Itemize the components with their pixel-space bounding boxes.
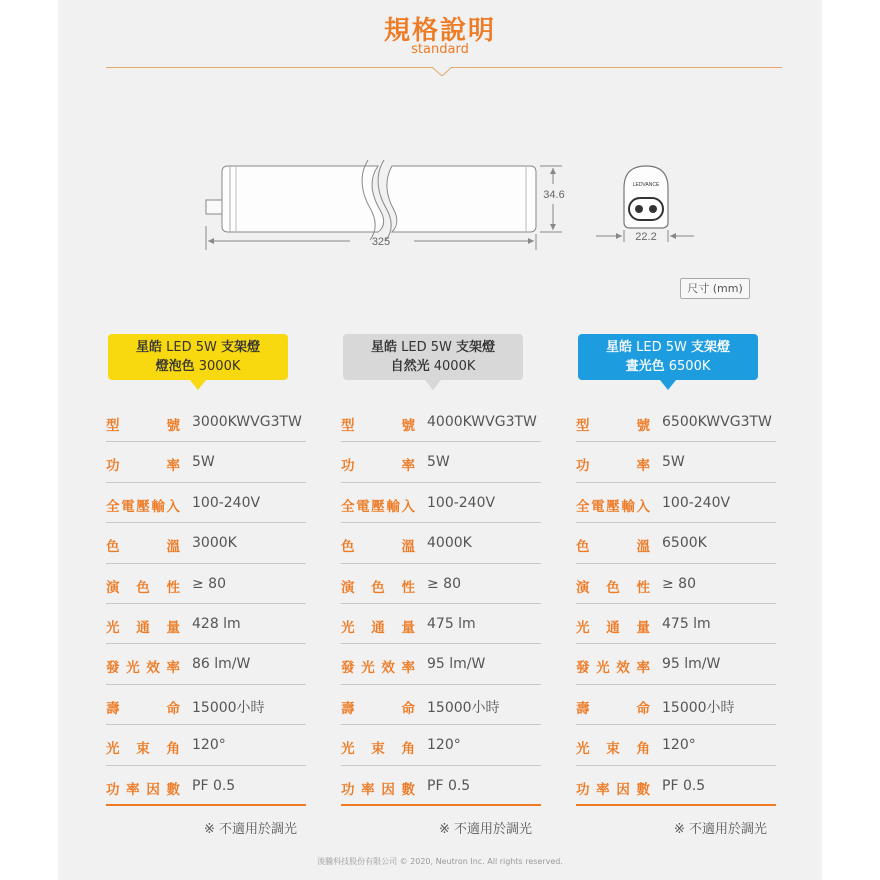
- spec-key: 發 光 效 率: [106, 660, 180, 677]
- product-badge: 星皓 LED 5W 支架燈 燈泡色 3000K: [108, 334, 288, 380]
- page-subtitle: standard: [411, 42, 469, 57]
- spec-value: 120°: [427, 737, 461, 754]
- spec-value: 4000K: [427, 535, 472, 552]
- spec-value: 100-240V: [662, 494, 731, 511]
- unit-label: 尺寸 (mm): [680, 278, 750, 299]
- spec-table: [576, 402, 776, 806]
- spec-row: [576, 725, 776, 765]
- spec-key: 光 通 量: [341, 619, 415, 636]
- spec-value: 15000小時: [427, 699, 500, 716]
- spec-value: 120°: [662, 737, 696, 754]
- spec-key: 全 電 壓 輸 入: [106, 498, 180, 515]
- spec-key: 發 光 效 率: [576, 660, 650, 677]
- spec-row: [106, 402, 306, 442]
- spec-key: 色 溫: [576, 539, 650, 556]
- spec-value: 95 lm/W: [662, 656, 721, 673]
- copyright-footer: 浚騰科技股份有限公司 © 2020, Neutron Inc. All rights reserved.: [317, 857, 563, 866]
- spec-row: [576, 564, 776, 604]
- dimming-note: ※ 不適用於調光: [674, 822, 768, 837]
- spec-key: 壽 命: [576, 700, 650, 717]
- spec-value: 5W: [427, 454, 450, 471]
- spec-key: 功 率: [341, 458, 415, 475]
- spec-row: [106, 644, 306, 684]
- spec-value: PF 0.5: [662, 777, 706, 794]
- spec-key: 型 號: [106, 418, 180, 434]
- width-label: 22.2: [635, 231, 657, 243]
- spec-value: 120°: [192, 737, 226, 754]
- spec-key: 發 光 效 率: [341, 660, 415, 677]
- spec-row: [576, 685, 776, 725]
- spec-key: 全 電 壓 輸 入: [576, 498, 650, 515]
- spec-row: [106, 523, 306, 563]
- spec-row: [341, 442, 541, 482]
- spec-row: [341, 725, 541, 765]
- brand-logo: LEDVANCE: [632, 182, 660, 188]
- spec-row: [341, 402, 541, 442]
- spec-value: 6500KWVG3TW: [662, 414, 772, 430]
- spec-row: [341, 644, 541, 684]
- spec-value: ≥ 80: [662, 575, 696, 592]
- spec-row: [106, 564, 306, 604]
- spec-key: 功 率 因 數: [106, 781, 180, 798]
- height-label: 34.6: [543, 189, 565, 201]
- spec-value: 475 lm: [427, 615, 476, 632]
- spec-value: 15000小時: [662, 699, 735, 716]
- length-label: 325: [371, 236, 391, 248]
- spec-key: 壽 命: [106, 700, 180, 717]
- spec-table: [341, 402, 541, 806]
- product-badge: 星皓 LED 5W 支架燈 晝光色 6500K: [578, 334, 758, 380]
- badge-pointer-icon: [190, 380, 206, 390]
- spec-row: [341, 766, 541, 806]
- spec-row: [576, 402, 776, 442]
- spec-value: 100-240V: [427, 494, 496, 511]
- spec-key: 演 色 性: [106, 579, 180, 596]
- product-column-3000k: [106, 334, 308, 837]
- spec-row: [341, 483, 541, 523]
- dimension-drawing: [0, 0, 880, 320]
- tube-side-view: [206, 160, 536, 240]
- spec-key: 演 色 性: [576, 579, 650, 596]
- spec-key: 全 電 壓 輸 入: [341, 498, 415, 515]
- spec-row: [341, 685, 541, 725]
- spec-row: [106, 442, 306, 482]
- spec-row: [576, 523, 776, 563]
- badge-pointer-icon: [660, 380, 676, 390]
- spec-row: [576, 442, 776, 482]
- spec-row: [106, 604, 306, 644]
- spec-value: 4000KWVG3TW: [427, 414, 537, 430]
- spec-key: 功 率: [576, 458, 650, 475]
- spec-value: 86 lm/W: [192, 656, 251, 673]
- spec-value: ≥ 80: [192, 575, 226, 592]
- spec-row: [106, 725, 306, 765]
- dimming-note: ※ 不適用於調光: [204, 822, 298, 837]
- spec-row: [341, 523, 541, 563]
- spec-key: 光 束 角: [576, 741, 650, 758]
- badge-pointer-icon: [425, 380, 441, 390]
- spec-key: 色 溫: [106, 539, 180, 556]
- spec-value: PF 0.5: [192, 777, 236, 794]
- spec-key: 功 率 因 數: [341, 781, 415, 798]
- spec-row: [106, 766, 306, 806]
- spec-value: 95 lm/W: [427, 656, 486, 673]
- spec-value: 15000小時: [192, 699, 265, 716]
- spec-row: [576, 604, 776, 644]
- spec-key: 光 通 量: [106, 619, 180, 636]
- spec-row: [576, 766, 776, 806]
- spec-value: 5W: [662, 454, 685, 471]
- spec-key: 光 束 角: [106, 741, 180, 758]
- tube-end-view: [624, 166, 668, 228]
- spec-row: [341, 564, 541, 604]
- spec-value: 100-240V: [192, 494, 261, 511]
- spec-row: [106, 685, 306, 725]
- spec-table: [106, 402, 306, 806]
- spec-value: ≥ 80: [427, 575, 461, 592]
- spec-value: 3000K: [192, 535, 237, 552]
- spec-row: [106, 483, 306, 523]
- spec-key: 型 號: [576, 418, 650, 434]
- spec-key: 光 束 角: [341, 741, 415, 758]
- dimming-note: ※ 不適用於調光: [439, 822, 533, 837]
- product-badge: 星皓 LED 5W 支架燈 自然光 4000K: [343, 334, 523, 380]
- product-column-6500k: [576, 334, 778, 837]
- spec-value: 5W: [192, 454, 215, 471]
- spec-value: 6500K: [662, 535, 707, 552]
- spec-value: 3000KWVG3TW: [192, 414, 302, 430]
- spec-row: [341, 604, 541, 644]
- spec-row: [576, 483, 776, 523]
- spec-row: [576, 644, 776, 684]
- spec-key: 演 色 性: [341, 579, 415, 596]
- page-title: 規格說明: [383, 16, 496, 46]
- spec-key: 型 號: [341, 418, 415, 434]
- spec-value: 428 lm: [192, 615, 241, 632]
- product-column-4000k: [341, 334, 543, 837]
- spec-key: 光 通 量: [576, 619, 650, 636]
- spec-key: 色 溫: [341, 539, 415, 556]
- spec-value: 475 lm: [662, 615, 711, 632]
- spec-value: PF 0.5: [427, 777, 471, 794]
- spec-key: 功 率 因 數: [576, 781, 650, 798]
- spec-key: 功 率: [106, 458, 180, 475]
- spec-key: 壽 命: [341, 700, 415, 717]
